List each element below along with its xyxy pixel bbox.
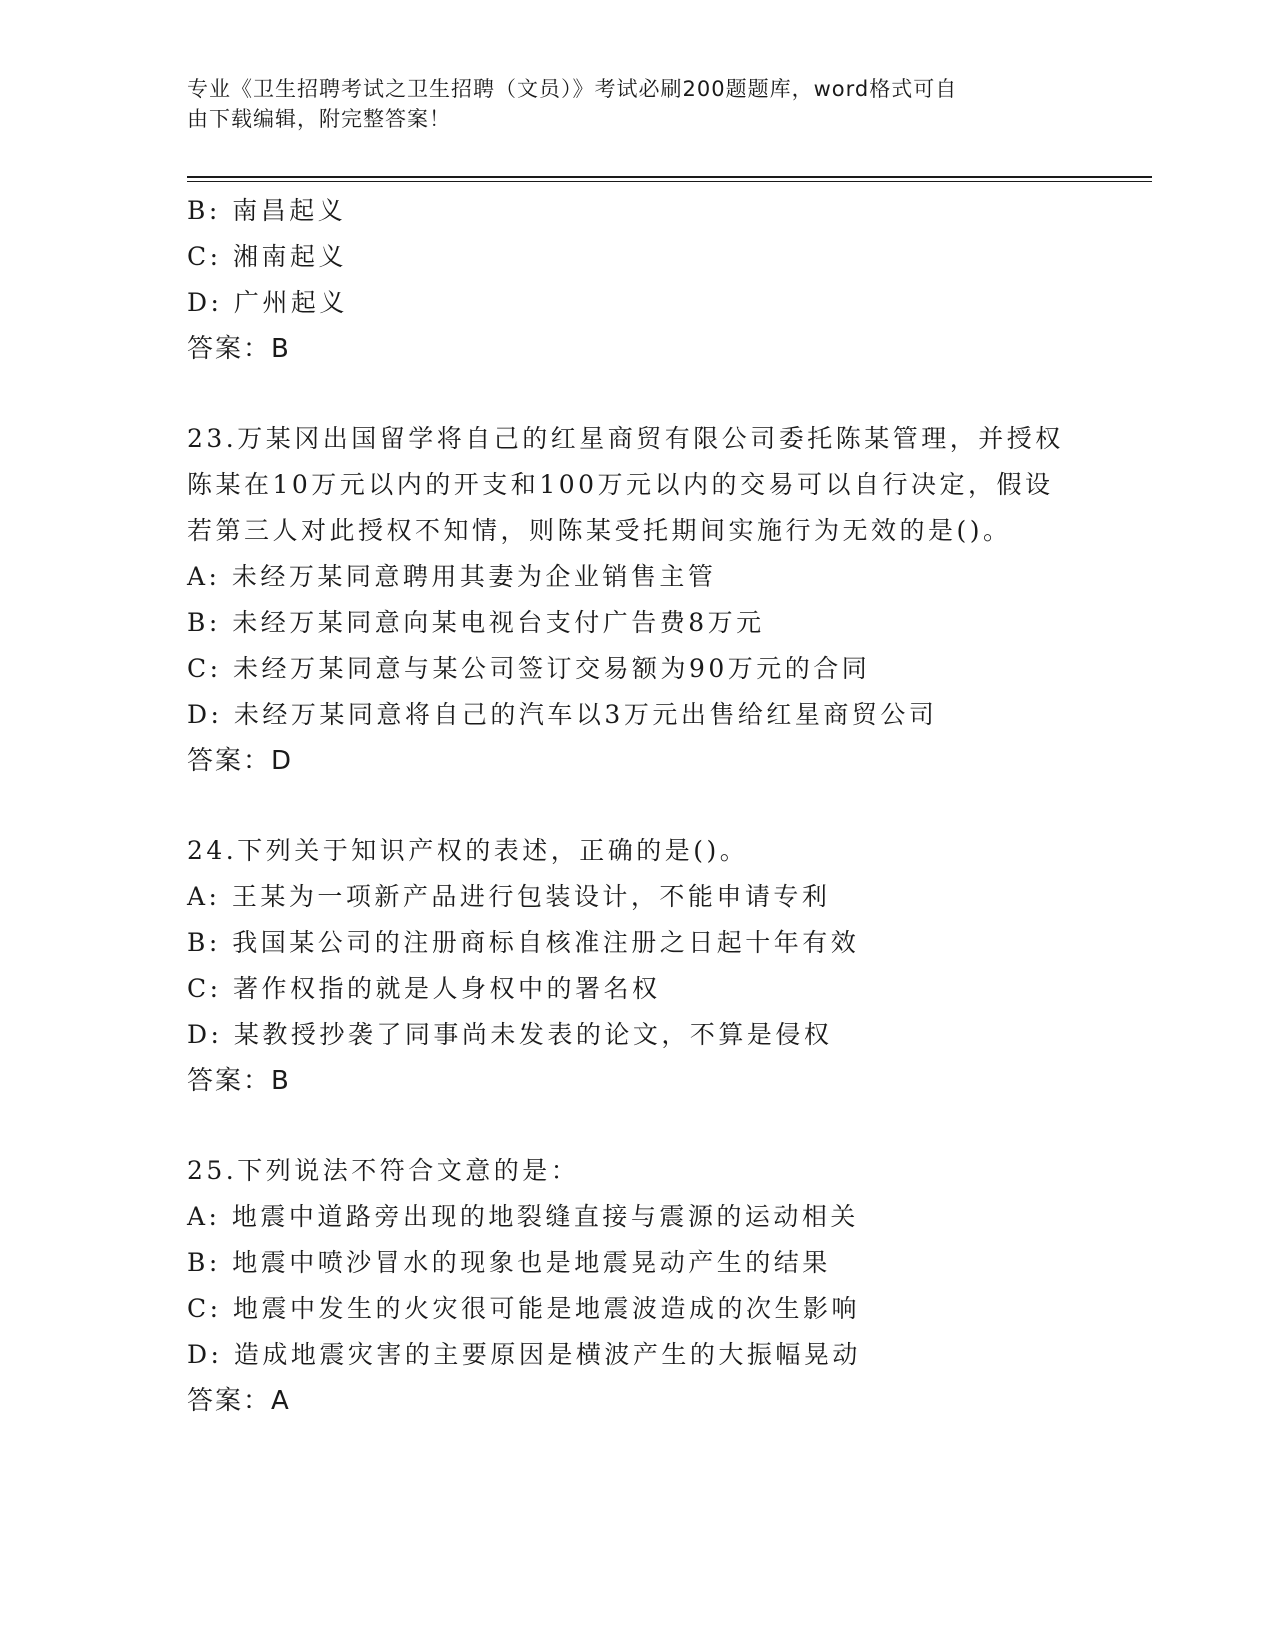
answer-line: 答案：B — [187, 334, 291, 364]
option-c: C: 湘南起义 — [187, 242, 347, 271]
option-d: D: 广州起义 — [187, 288, 348, 317]
page-header — [187, 74, 1067, 134]
option-c: C: 未经万某同意与某公司签订交易额为90万元的合同 — [187, 654, 871, 683]
answer-line: 答案：D — [187, 746, 294, 776]
question-block-23 — [187, 416, 1087, 784]
option-a: A: 地震中道路旁出现的地裂缝直接与震源的运动相关 — [187, 1202, 859, 1231]
question-stem-line: 陈某在10万元以内的开支和100万元以内的交易可以自行决定，假设 — [187, 470, 1054, 499]
question-stem-line: 24.下列关于知识产权的表述，正确的是()。 — [187, 836, 749, 865]
header-line-2: 由下载编辑，附完整答案！ — [187, 107, 451, 131]
option-a: A: 未经万某同意聘用其妻为企业销售主管 — [187, 562, 717, 591]
question-block-25 — [187, 1148, 1087, 1424]
option-b: B: 南昌起义 — [187, 196, 347, 225]
header-line-1: 专业《卫生招聘考试之卫生招聘（文员）》考试必刷200题题库，word格式可自 — [187, 77, 958, 101]
option-d: D: 未经万某同意将自己的汽车以3万元出售给红星商贸公司 — [187, 700, 938, 729]
option-d: D: 造成地震灾害的主要原因是横波产生的大振幅晃动 — [187, 1340, 861, 1369]
question-content — [187, 188, 1087, 1424]
question-stem-line: 25.下列说法不符合文意的是： — [187, 1156, 580, 1185]
option-c: C: 地震中发生的火灾很可能是地震波造成的次生影响 — [187, 1294, 861, 1323]
question-stem-line: 若第三人对此授权不知情，则陈某受托期间实施行为无效的是()。 — [187, 516, 1012, 545]
question-stem-line: 23.万某冈出国留学将自己的红星商贸有限公司委托陈某管理，并授权 — [187, 424, 1064, 453]
answer-line: 答案：A — [187, 1386, 291, 1416]
question-block-22 — [187, 188, 1087, 372]
answer-line: 答案：B — [187, 1066, 291, 1096]
option-c: C: 著作权指的就是人身权中的署名权 — [187, 974, 661, 1003]
option-b: B: 未经万某同意向某电视台支付广告费8万元 — [187, 608, 765, 637]
header-divider-thick — [187, 176, 1152, 178]
option-d: D: 某教授抄袭了同事尚未发表的论文，不算是侵权 — [187, 1020, 833, 1049]
option-b: B: 地震中喷沙冒水的现象也是地震晃动产生的结果 — [187, 1248, 831, 1277]
question-block-24 — [187, 828, 1087, 1104]
option-a: A: 王某为一项新产品进行包装设计，不能申请专利 — [187, 882, 831, 911]
option-b: B: 我国某公司的注册商标自核准注册之日起十年有效 — [187, 928, 860, 957]
header-divider-thin — [187, 181, 1152, 182]
